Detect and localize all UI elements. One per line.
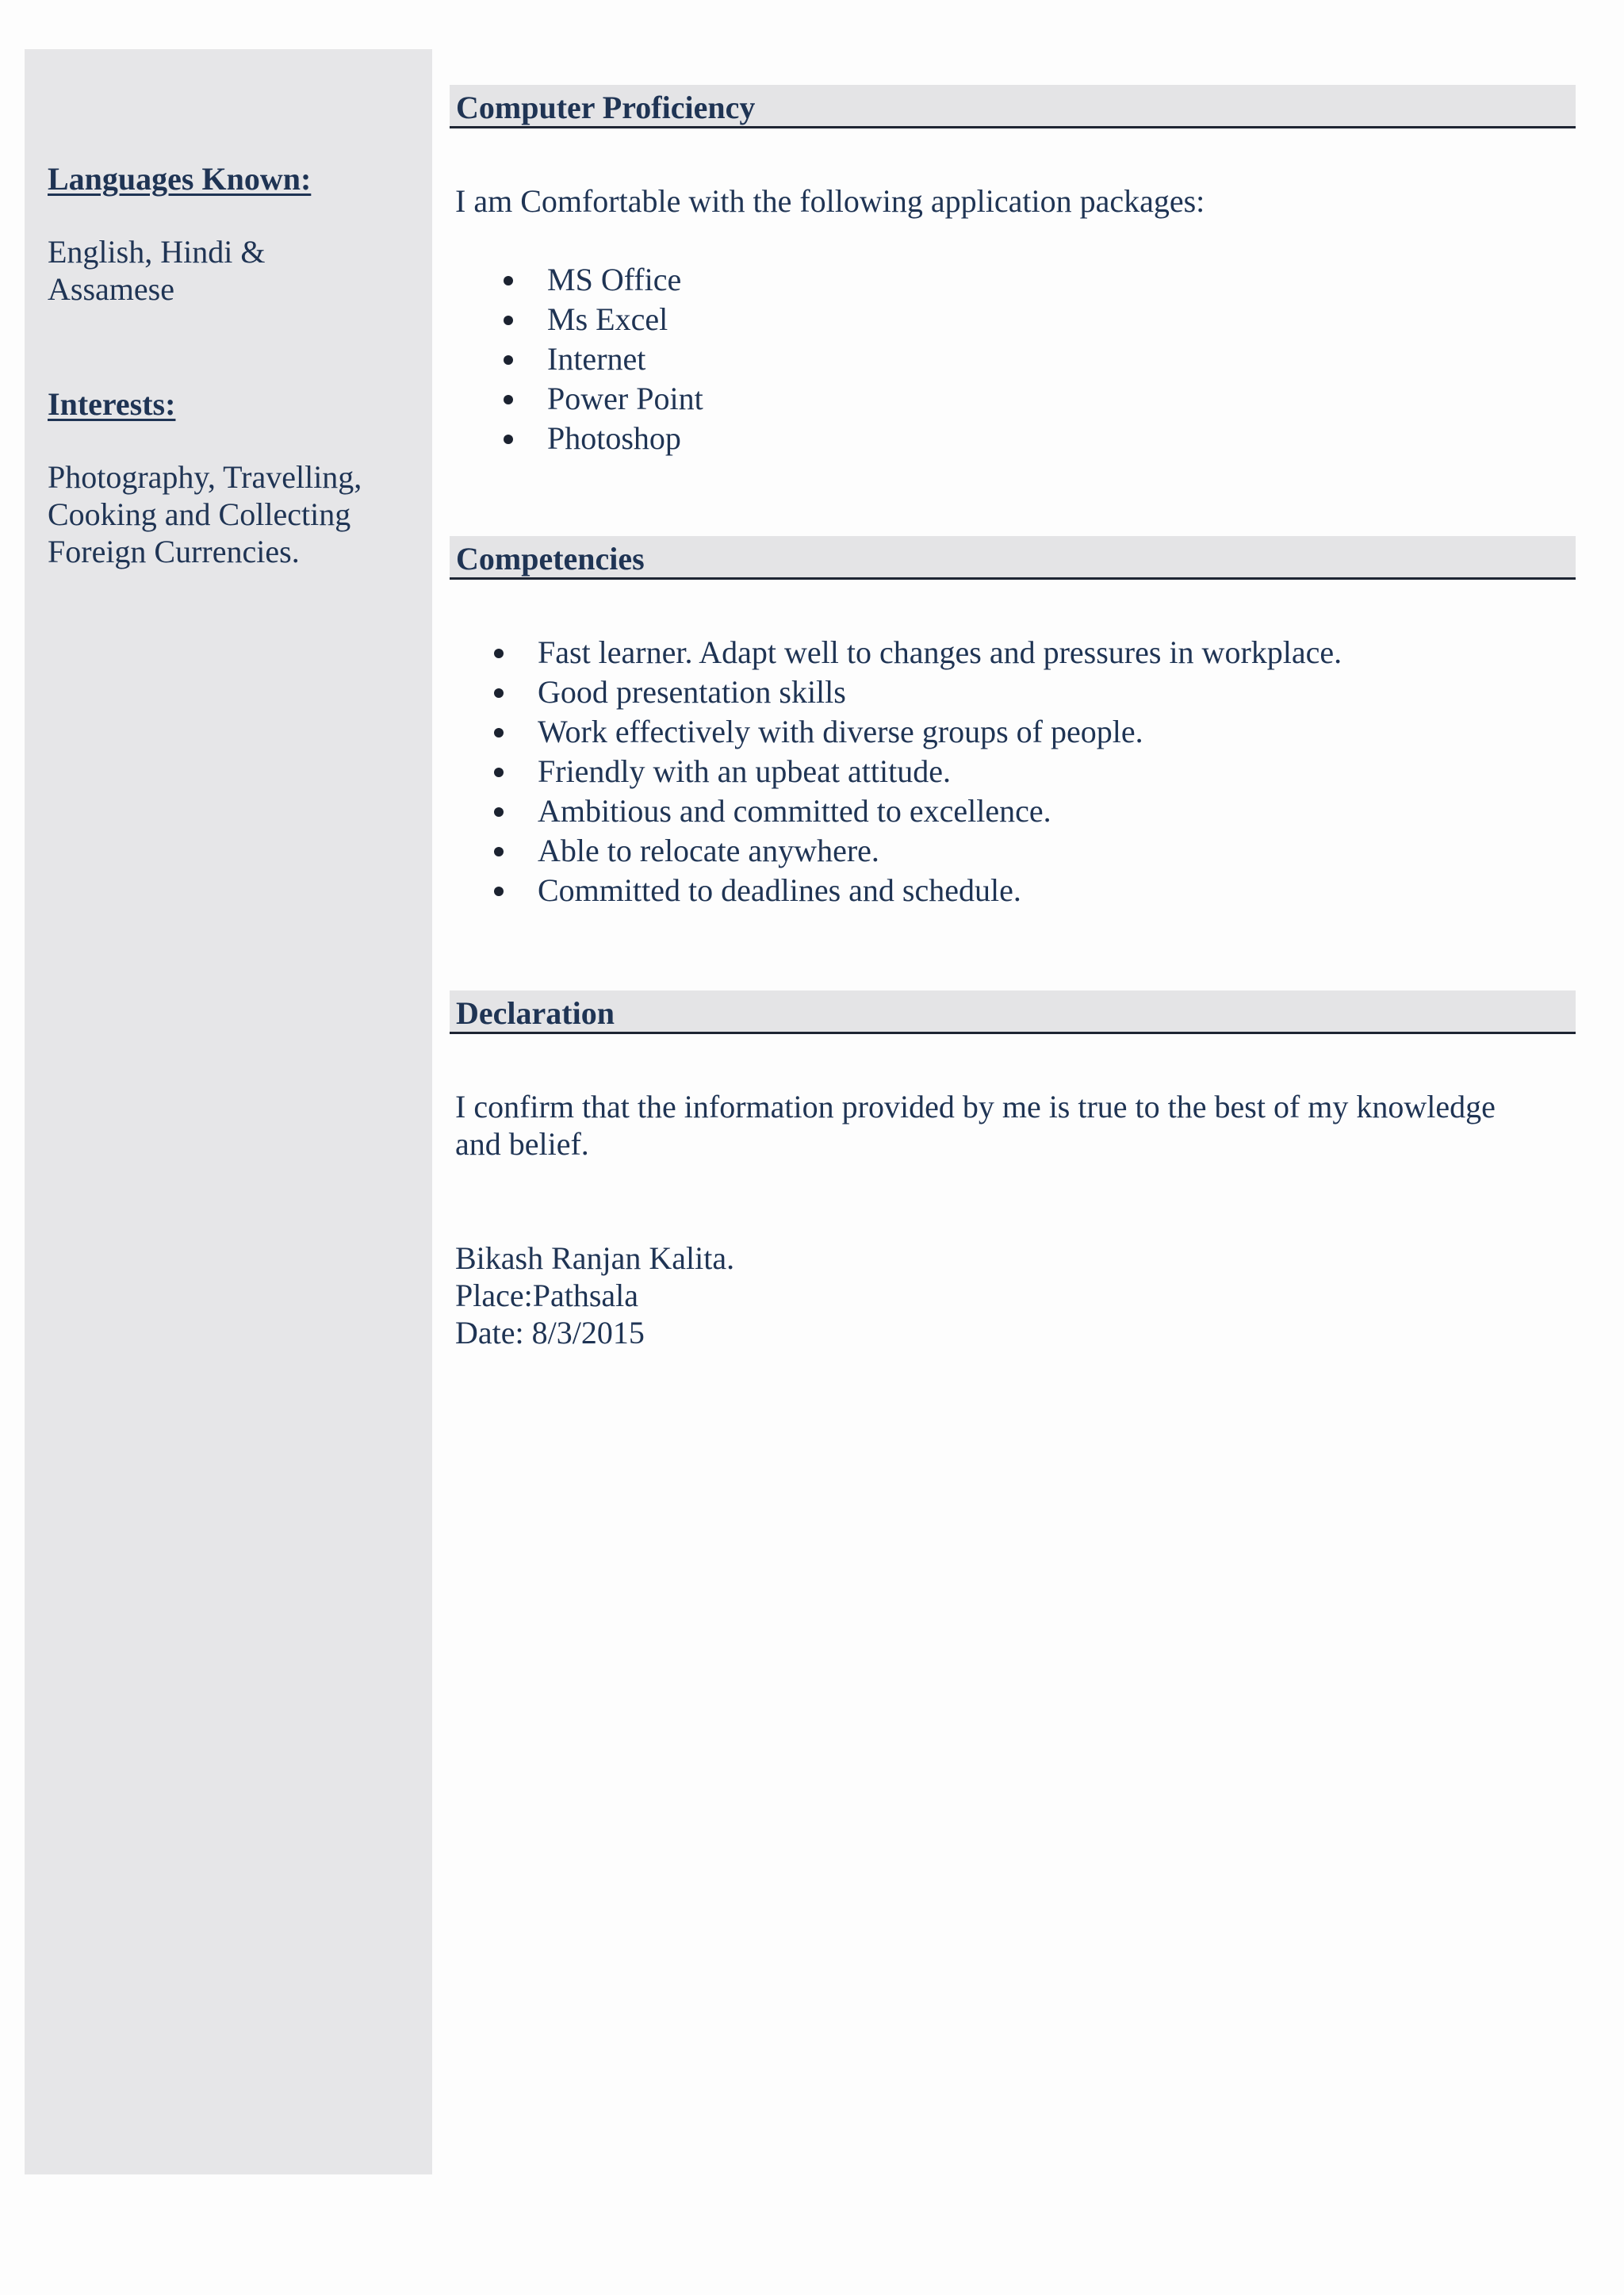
list-item: Ambitious and committed to excellence.: [538, 791, 1342, 831]
sidebar-panel: [25, 49, 432, 2174]
bullet-icon: [504, 316, 513, 325]
competencies-list: [538, 633, 1342, 910]
list-item: Friendly with an upbeat attitude.: [538, 752, 1342, 791]
interests-text: Photography, Travelling, Cooking and Collecting Foreign Currencies.: [48, 459, 362, 569]
signature-place: Place:Pathsala: [455, 1278, 639, 1313]
list-item: Work effectively with diverse groups of people.: [538, 712, 1342, 752]
list-item: Power Point: [547, 379, 703, 419]
section-title: Computer Proficiency: [456, 90, 756, 125]
bullet-icon: [494, 649, 504, 658]
bullet-icon: [494, 768, 504, 777]
declaration-header: [450, 990, 1576, 1034]
list-item: Ms Excel: [547, 300, 703, 339]
bullet-icon: [504, 276, 513, 285]
bullet-icon: [494, 847, 504, 856]
section-title: Declaration: [456, 995, 615, 1031]
section-title: Competencies: [456, 541, 645, 577]
list-item: Photoshop: [547, 419, 703, 458]
bullet-icon: [504, 355, 513, 365]
interests-heading: Interests:: [48, 386, 176, 422]
languages-heading: Languages Known:: [48, 161, 312, 197]
list-item: Internet: [547, 339, 703, 379]
bullet-icon: [504, 395, 513, 404]
competencies-header: [450, 536, 1576, 580]
computer-proficiency-header: [450, 85, 1576, 128]
proficiency-intro: I am Comfortable with the following application packages:: [455, 183, 1205, 219]
list-item: Able to relocate anywhere.: [538, 831, 1342, 871]
bullet-icon: [494, 688, 504, 698]
bullet-icon: [494, 728, 504, 738]
proficiency-list: [547, 260, 703, 458]
bullet-icon: [504, 435, 513, 444]
bullet-icon: [494, 887, 504, 896]
bullet-icon: [494, 807, 504, 817]
declaration-text: I confirm that the information provided by me is true to the best of my knowledge and belief.: [455, 1089, 1496, 1162]
signature-date: Date: 8/3/2015: [455, 1315, 645, 1351]
list-item: Good presentation skills: [538, 672, 1342, 712]
signature-name: Bikash Ranjan Kalita.: [455, 1240, 735, 1276]
languages-text: English, Hindi & Assamese: [48, 234, 266, 307]
list-item: Fast learner. Adapt well to changes and pressures in workplace.: [538, 633, 1342, 672]
list-item: MS Office: [547, 260, 703, 300]
list-item: Committed to deadlines and schedule.: [538, 871, 1342, 910]
